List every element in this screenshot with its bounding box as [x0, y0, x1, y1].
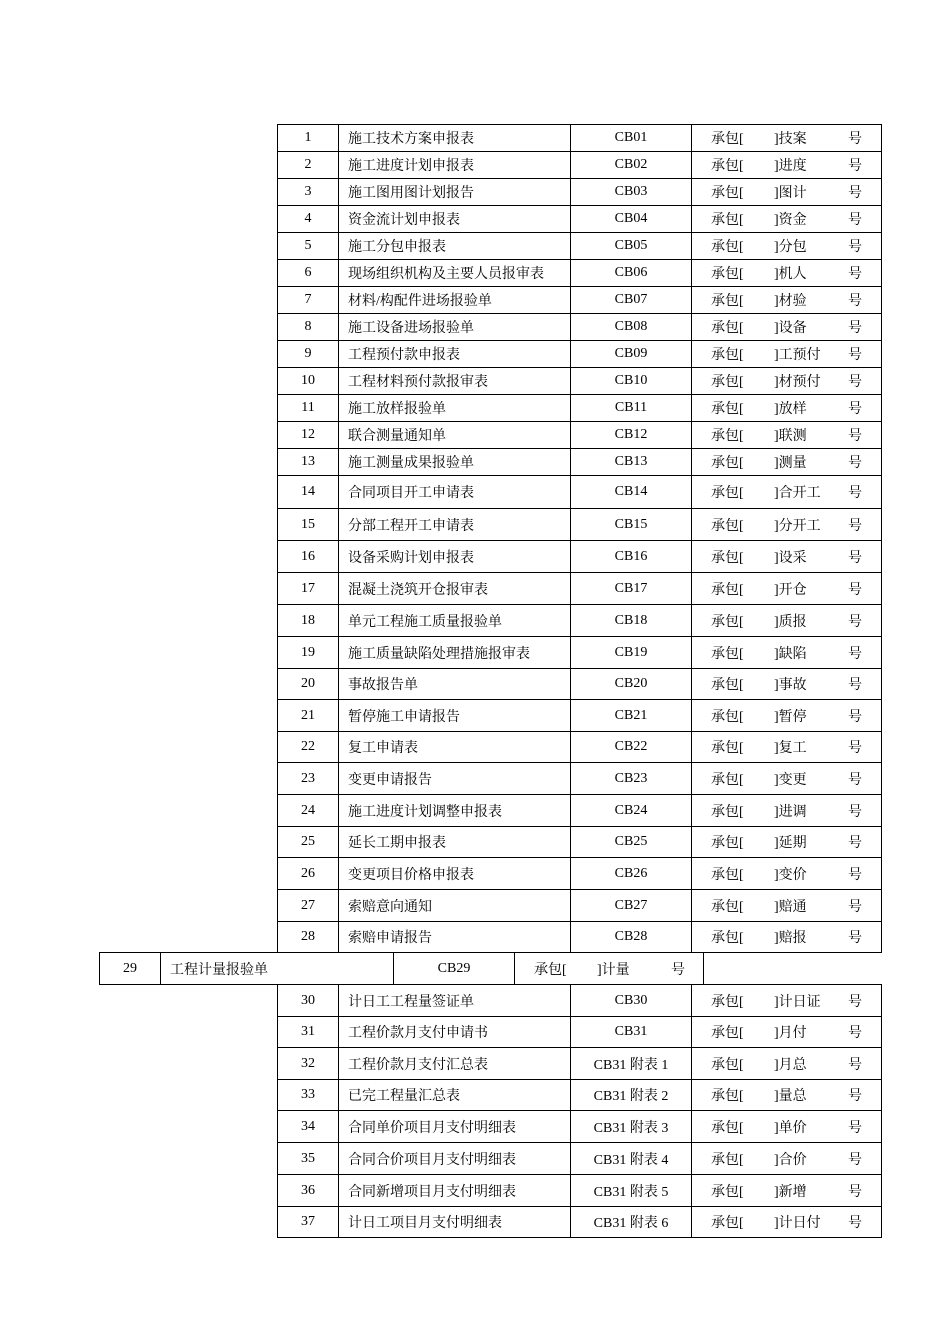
- document-number-template: [692, 368, 882, 395]
- ref-suffix: 号: [848, 375, 862, 390]
- ref-abbreviation: ]开仓: [774, 582, 807, 598]
- ref-prefix: 承包[: [711, 186, 744, 201]
- ref-suffix: 号: [848, 456, 862, 471]
- document-number-template: [692, 858, 882, 890]
- document-number-template: [692, 314, 882, 341]
- form-code: CB31 附表 3: [571, 1111, 692, 1143]
- ref-suffix: 号: [848, 614, 862, 630]
- form-name: 材料/构配件进场报验单: [339, 287, 571, 314]
- document-number-template: [692, 1048, 882, 1080]
- row-number: 35: [278, 1143, 339, 1175]
- ref-prefix: 承包[: [711, 240, 744, 255]
- form-code: CB02: [571, 152, 692, 179]
- ref-suffix: 号: [848, 1216, 862, 1231]
- row-number: 21: [278, 700, 339, 732]
- ref-prefix: 承包[: [711, 867, 744, 883]
- form-name: 索赔申请报告: [339, 922, 571, 953]
- form-name: 工程价款月支付申请书: [339, 1017, 571, 1048]
- ref-abbreviation: ]复工: [774, 741, 807, 756]
- document-number-template: [515, 953, 704, 985]
- row-number: 34: [278, 1111, 339, 1143]
- row-number: 22: [278, 732, 339, 763]
- form-code: CB23: [571, 763, 692, 795]
- form-name: 事故报告单: [339, 669, 571, 700]
- row-number: 12: [278, 422, 339, 449]
- form-name: 已完工程量汇总表: [339, 1080, 571, 1111]
- form-code: CB12: [571, 422, 692, 449]
- form-name: 暂停施工申请报告: [339, 700, 571, 732]
- ref-suffix: 号: [848, 867, 862, 883]
- ref-prefix: 承包[: [711, 159, 744, 174]
- form-name: 合同合价项目月支付明细表: [339, 1143, 571, 1175]
- ref-suffix: 号: [848, 294, 862, 309]
- form-name: 合同项目开工申请表: [339, 476, 571, 509]
- table-row: [277, 794, 882, 827]
- table-row: [277, 124, 882, 152]
- form-name: 复工申请表: [339, 732, 571, 763]
- ref-abbreviation: ]分包: [774, 240, 807, 255]
- row-number: 4: [278, 206, 339, 233]
- form-name: 工程材料预付款报审表: [339, 368, 571, 395]
- ref-abbreviation: ]月总: [774, 1057, 807, 1073]
- ref-suffix: 号: [848, 741, 862, 756]
- document-number-template: [692, 827, 882, 858]
- form-name: 施工测量成果报验单: [339, 449, 571, 476]
- document-number-template: [692, 890, 882, 922]
- form-code: CB14: [571, 476, 692, 509]
- ref-prefix: 承包[: [711, 429, 744, 444]
- table-row: [277, 313, 882, 341]
- form-name: 单元工程施工质量报验单: [339, 605, 571, 637]
- ref-abbreviation: ]计日证: [774, 994, 821, 1010]
- ref-prefix: 承包[: [711, 348, 744, 363]
- document-number-template: [692, 395, 882, 422]
- document-number-template: [692, 206, 882, 233]
- table-row: [277, 889, 882, 922]
- ref-suffix: 号: [848, 348, 862, 363]
- ref-abbreviation: ]进调: [774, 804, 807, 820]
- ref-prefix: 承包[: [711, 772, 744, 788]
- ref-suffix: 号: [848, 931, 862, 946]
- ref-abbreviation: ]放样: [774, 402, 807, 417]
- row-number: 18: [278, 605, 339, 637]
- table-row: [277, 1016, 882, 1048]
- ref-abbreviation: ]进度: [774, 159, 807, 174]
- form-code: CB13: [571, 449, 692, 476]
- document-number-template: [692, 573, 882, 605]
- row-number: 8: [278, 314, 339, 341]
- ref-abbreviation: ]缺陷: [774, 646, 807, 662]
- table-row: [277, 1174, 882, 1207]
- ref-suffix: 号: [671, 962, 685, 978]
- row-number: 33: [278, 1080, 339, 1111]
- ref-prefix: 承包[: [711, 402, 744, 417]
- form-code: CB09: [571, 341, 692, 368]
- ref-suffix: 号: [848, 1057, 862, 1073]
- ref-prefix: 承包[: [711, 804, 744, 820]
- ref-abbreviation: ]工预付: [774, 348, 821, 363]
- document-number-template: [692, 1175, 882, 1207]
- ref-suffix: 号: [848, 1120, 862, 1136]
- ref-suffix: 号: [848, 1152, 862, 1168]
- ref-suffix: 号: [848, 1089, 862, 1104]
- ref-suffix: 号: [848, 240, 862, 255]
- form-name: 延长工期申报表: [339, 827, 571, 858]
- ref-suffix: 号: [848, 582, 862, 598]
- form-code: CB01: [571, 125, 692, 152]
- form-code: CB31 附表 6: [571, 1207, 692, 1238]
- ref-abbreviation: ]合开工: [774, 486, 821, 501]
- ref-prefix: 承包[: [711, 741, 744, 756]
- ref-prefix: 承包[: [711, 132, 744, 147]
- form-code: CB26: [571, 858, 692, 890]
- document-number-template: [692, 669, 882, 700]
- document-number-template: [692, 422, 882, 449]
- form-name: 施工质量缺陷处理措施报审表: [339, 637, 571, 669]
- ref-abbreviation: ]图计: [774, 186, 807, 201]
- ref-prefix: 承包[: [534, 962, 567, 978]
- form-code: CB31 附表 2: [571, 1080, 692, 1111]
- ref-prefix: 承包[: [711, 518, 744, 534]
- document-number-template: [692, 1143, 882, 1175]
- form-code: CB24: [571, 795, 692, 827]
- row-number: 9: [278, 341, 339, 368]
- document-number-template: [692, 233, 882, 260]
- form-code: CB15: [571, 509, 692, 541]
- form-code: CB31 附表 4: [571, 1143, 692, 1175]
- table-row: [277, 668, 882, 700]
- form-code: CB31: [571, 1017, 692, 1048]
- row-number: 11: [278, 395, 339, 422]
- table-row: [277, 1142, 882, 1175]
- ref-prefix: 承包[: [711, 1152, 744, 1168]
- ref-abbreviation: ]机人: [774, 267, 807, 282]
- ref-prefix: 承包[: [711, 931, 744, 946]
- row-number: 28: [278, 922, 339, 953]
- form-name: 联合测量通知单: [339, 422, 571, 449]
- ref-suffix: 号: [848, 402, 862, 417]
- ref-suffix: 号: [848, 772, 862, 788]
- form-code: CB28: [571, 922, 692, 953]
- form-code: CB22: [571, 732, 692, 763]
- document-number-template: [692, 1207, 882, 1238]
- row-number: 7: [278, 287, 339, 314]
- ref-abbreviation: ]材验: [774, 294, 807, 309]
- document-number-template: [692, 341, 882, 368]
- ref-prefix: 承包[: [711, 375, 744, 390]
- ref-prefix: 承包[: [711, 213, 744, 228]
- form-code: CB07: [571, 287, 692, 314]
- form-name: 施工进度计划申报表: [339, 152, 571, 179]
- ref-suffix: 号: [848, 899, 862, 915]
- table-row: [277, 826, 882, 858]
- ref-suffix: 号: [848, 518, 862, 534]
- document-number-template: [692, 152, 882, 179]
- ref-abbreviation: ]量总: [774, 1089, 807, 1104]
- row-number: 19: [278, 637, 339, 669]
- table-row: [277, 540, 882, 573]
- form-code: CB21: [571, 700, 692, 732]
- row-number: 29: [100, 953, 161, 985]
- table-row: [277, 984, 882, 1017]
- row-number: 20: [278, 669, 339, 700]
- form-name: 分部工程开工申请表: [339, 509, 571, 541]
- form-name: 施工放样报验单: [339, 395, 571, 422]
- table-row: [277, 286, 882, 314]
- table-row: [277, 699, 882, 732]
- ref-prefix: 承包[: [711, 1089, 744, 1104]
- ref-abbreviation: ]变价: [774, 867, 807, 883]
- table-row: [277, 508, 882, 541]
- table-row: [277, 421, 882, 449]
- form-code: CB17: [571, 573, 692, 605]
- ref-suffix: 号: [848, 550, 862, 566]
- ref-abbreviation: ]分开工: [774, 518, 821, 534]
- form-code: CB31 附表 1: [571, 1048, 692, 1080]
- ref-suffix: 号: [848, 709, 862, 725]
- table-row: [277, 475, 882, 509]
- document-number-template: [692, 605, 882, 637]
- row-number: 14: [278, 476, 339, 509]
- ref-prefix: 承包[: [711, 486, 744, 501]
- ref-abbreviation: ]设采: [774, 550, 807, 566]
- ref-suffix: 号: [848, 486, 862, 501]
- form-name: 混凝土浇筑开仓报审表: [339, 573, 571, 605]
- form-name: 变更项目价格申报表: [339, 858, 571, 890]
- document-number-template: [692, 476, 882, 509]
- document-number-template: [692, 1080, 882, 1111]
- form-name: 设备采购计划申报表: [339, 541, 571, 573]
- document-number-template: [692, 179, 882, 206]
- table-row: [277, 259, 882, 287]
- ref-suffix: 号: [848, 646, 862, 662]
- ref-abbreviation: ]资金: [774, 213, 807, 228]
- ref-suffix: 号: [848, 159, 862, 174]
- row-number: 16: [278, 541, 339, 573]
- row-number: 25: [278, 827, 339, 858]
- table-row: [277, 1110, 882, 1143]
- ref-suffix: 号: [848, 1026, 862, 1041]
- ref-suffix: 号: [848, 267, 862, 282]
- ref-abbreviation: ]材预付: [774, 375, 821, 390]
- ref-prefix: 承包[: [711, 836, 744, 851]
- row-number: 30: [278, 985, 339, 1017]
- form-name: 工程预付款申报表: [339, 341, 571, 368]
- document-number-template: [692, 125, 882, 152]
- form-name: 合同新增项目月支付明细表: [339, 1175, 571, 1207]
- ref-abbreviation: ]暂停: [774, 709, 807, 725]
- ref-prefix: 承包[: [711, 709, 744, 725]
- table-row: [277, 1206, 882, 1238]
- ref-prefix: 承包[: [711, 550, 744, 566]
- ref-prefix: 承包[: [711, 1216, 744, 1231]
- ref-prefix: 承包[: [711, 899, 744, 915]
- table-row: [277, 367, 882, 395]
- ref-prefix: 承包[: [711, 614, 744, 630]
- table-row: [277, 1047, 882, 1080]
- form-name: 施工设备进场报验单: [339, 314, 571, 341]
- table-row: [277, 572, 882, 605]
- row-number: 15: [278, 509, 339, 541]
- ref-prefix: 承包[: [711, 1120, 744, 1136]
- row-number: 6: [278, 260, 339, 287]
- form-code: CB11: [571, 395, 692, 422]
- ref-prefix: 承包[: [711, 994, 744, 1010]
- row-number: 36: [278, 1175, 339, 1207]
- row-number: 26: [278, 858, 339, 890]
- ref-suffix: 号: [848, 132, 862, 147]
- ref-suffix: 号: [848, 678, 862, 693]
- row-number: 23: [278, 763, 339, 795]
- table-row: [277, 921, 882, 953]
- ref-abbreviation: ]延期: [774, 836, 807, 851]
- form-name: 现场组织机构及主要人员报审表: [339, 260, 571, 287]
- table-row: [277, 762, 882, 795]
- ref-abbreviation: ]设备: [774, 321, 807, 336]
- ref-prefix: 承包[: [711, 1026, 744, 1041]
- form-name: 资金流计划申报表: [339, 206, 571, 233]
- ref-prefix: 承包[: [711, 294, 744, 309]
- row-number: 10: [278, 368, 339, 395]
- table-row: [277, 151, 882, 179]
- ref-suffix: 号: [848, 429, 862, 444]
- form-name: 计日工工程量签证单: [339, 985, 571, 1017]
- ref-suffix: 号: [848, 1184, 862, 1200]
- ref-prefix: 承包[: [711, 456, 744, 471]
- row-number: 37: [278, 1207, 339, 1238]
- table-row: [277, 731, 882, 763]
- row-number: 32: [278, 1048, 339, 1080]
- row-number: 31: [278, 1017, 339, 1048]
- ref-abbreviation: ]赔通: [774, 899, 807, 915]
- row-number: 3: [278, 179, 339, 206]
- document-number-template: [692, 637, 882, 669]
- table-row: [277, 1079, 882, 1111]
- document-number-template: [692, 795, 882, 827]
- ref-suffix: 号: [848, 804, 862, 820]
- ref-suffix: 号: [848, 836, 862, 851]
- form-code: CB08: [571, 314, 692, 341]
- form-name: 工程计量报验单: [161, 953, 394, 985]
- table-row: [277, 448, 882, 476]
- form-name: 计日工项目月支付明细表: [339, 1207, 571, 1238]
- form-name: 工程价款月支付汇总表: [339, 1048, 571, 1080]
- ref-abbreviation: ]合价: [774, 1152, 807, 1168]
- ref-suffix: 号: [848, 994, 862, 1010]
- document-number-template: [692, 732, 882, 763]
- document-number-template: [692, 700, 882, 732]
- document-number-template: [692, 509, 882, 541]
- form-code: CB25: [571, 827, 692, 858]
- table-row: [277, 636, 882, 669]
- table-row: [99, 952, 704, 985]
- ref-abbreviation: ]计日付: [774, 1216, 821, 1231]
- form-name: 施工图用图计划报告: [339, 179, 571, 206]
- ref-abbreviation: ]新增: [774, 1184, 807, 1200]
- row-number: 13: [278, 449, 339, 476]
- ref-prefix: 承包[: [711, 678, 744, 693]
- form-code: CB30: [571, 985, 692, 1017]
- row-number: 24: [278, 795, 339, 827]
- form-code: CB10: [571, 368, 692, 395]
- table-row: [277, 394, 882, 422]
- ref-abbreviation: ]质报: [774, 614, 807, 630]
- ref-prefix: 承包[: [711, 1057, 744, 1073]
- form-name: 施工进度计划调整申报表: [339, 795, 571, 827]
- table-row: [277, 232, 882, 260]
- row-number: 27: [278, 890, 339, 922]
- ref-abbreviation: ]测量: [774, 456, 807, 471]
- table-row: [277, 178, 882, 206]
- ref-abbreviation: ]技案: [774, 132, 807, 147]
- ref-abbreviation: ]计量: [597, 962, 630, 978]
- ref-abbreviation: ]联测: [774, 429, 807, 444]
- form-code: CB05: [571, 233, 692, 260]
- form-code: CB20: [571, 669, 692, 700]
- form-code: CB18: [571, 605, 692, 637]
- document-number-template: [692, 260, 882, 287]
- document-number-template: [692, 1017, 882, 1048]
- table-row: [277, 340, 882, 368]
- document-number-template: [692, 763, 882, 795]
- document-number-template: [692, 449, 882, 476]
- ref-suffix: 号: [848, 321, 862, 336]
- form-code: CB06: [571, 260, 692, 287]
- ref-suffix: 号: [848, 213, 862, 228]
- ref-prefix: 承包[: [711, 582, 744, 598]
- ref-prefix: 承包[: [711, 1184, 744, 1200]
- form-code: CB27: [571, 890, 692, 922]
- form-code: CB19: [571, 637, 692, 669]
- row-number: 1: [278, 125, 339, 152]
- form-name: 合同单价项目月支付明细表: [339, 1111, 571, 1143]
- form-name: 施工技术方案申报表: [339, 125, 571, 152]
- document-number-template: [692, 1111, 882, 1143]
- ref-abbreviation: ]变更: [774, 772, 807, 788]
- ref-abbreviation: ]单价: [774, 1120, 807, 1136]
- form-code: CB04: [571, 206, 692, 233]
- form-code: CB29: [394, 953, 515, 985]
- form-name: 施工分包申报表: [339, 233, 571, 260]
- row-number: 17: [278, 573, 339, 605]
- document-number-template: [692, 985, 882, 1017]
- document-number-template: [692, 922, 882, 953]
- row-number: 5: [278, 233, 339, 260]
- ref-abbreviation: ]事故: [774, 678, 807, 693]
- ref-prefix: 承包[: [711, 646, 744, 662]
- ref-prefix: 承包[: [711, 321, 744, 336]
- form-code: CB31 附表 5: [571, 1175, 692, 1207]
- table-row: [277, 604, 882, 637]
- ref-suffix: 号: [848, 186, 862, 201]
- table-row: [277, 205, 882, 233]
- document-number-template: [692, 287, 882, 314]
- table-row: [277, 857, 882, 890]
- form-code: CB16: [571, 541, 692, 573]
- ref-prefix: 承包[: [711, 267, 744, 282]
- form-name: 索赔意向通知: [339, 890, 571, 922]
- ref-abbreviation: ]月付: [774, 1026, 807, 1041]
- row-number: 2: [278, 152, 339, 179]
- form-name: 变更申请报告: [339, 763, 571, 795]
- form-code: CB03: [571, 179, 692, 206]
- ref-abbreviation: ]赔报: [774, 931, 807, 946]
- document-number-template: [692, 541, 882, 573]
